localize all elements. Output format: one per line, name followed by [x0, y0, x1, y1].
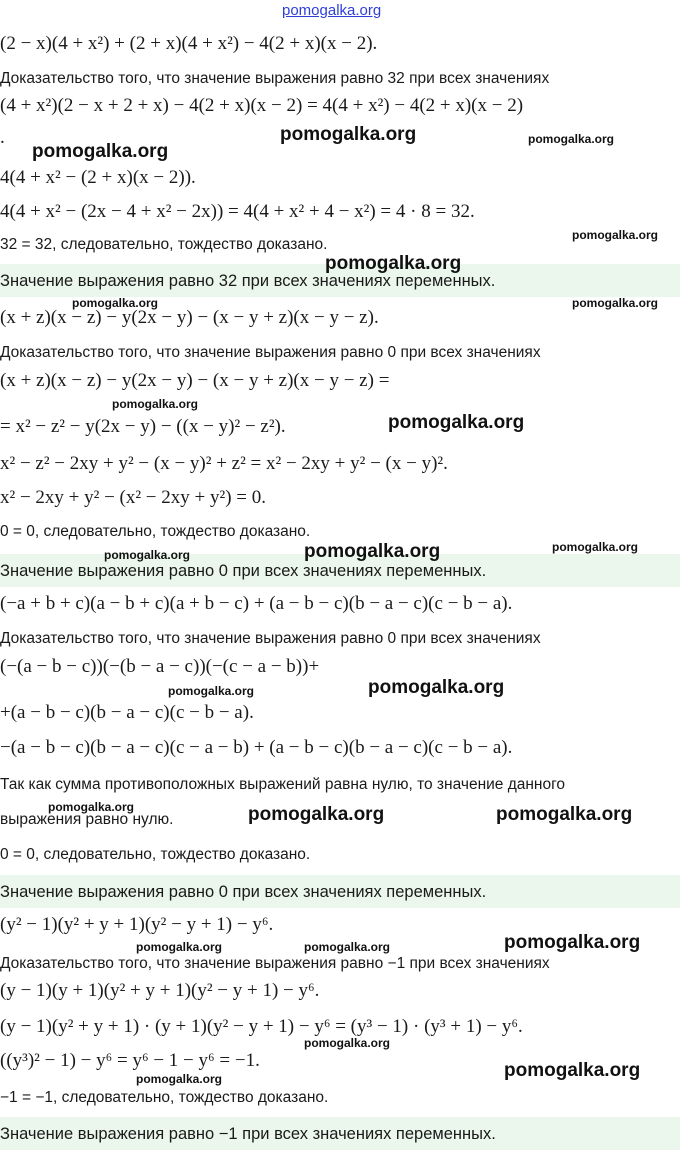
math-line: 4(4 + x² − (2 + x)(x − 2)).: [0, 167, 196, 188]
watermark-link[interactable]: pomogalka.org: [282, 2, 382, 19]
watermark: pomogalka.org: [104, 548, 191, 562]
watermark: pomogalka.org: [72, 296, 159, 310]
watermark: pomogalka.org: [504, 932, 641, 953]
watermark: pomogalka.org: [304, 940, 391, 954]
watermark: pomogalka.org: [528, 132, 615, 146]
math-line: x² − 2xy + y² − (x² − 2xy + y²) = 0.: [0, 487, 266, 508]
watermark: pomogalka.org: [136, 1072, 223, 1086]
watermark: pomogalka.org: [48, 800, 135, 814]
watermark: pomogalka.org: [280, 124, 417, 145]
proof-conclusion: 32 = 32, следовательно, тождество доказано.: [0, 236, 328, 253]
proof-text: выражения равно нулю.: [0, 811, 174, 828]
watermark: pomogalka.org: [552, 540, 639, 554]
math-line: +(a − b − c)(b − a − c)(c − b − a).: [0, 702, 254, 723]
math-line: (−(a − b − c))(−(b − a − c))(−(c − a − b))+: [0, 656, 320, 677]
watermark: pomogalka.org: [248, 804, 385, 825]
proof-text: Доказательство того, что значение выражения равно 0 при всех значениях: [0, 630, 541, 647]
math-line: .: [0, 127, 5, 148]
watermark: pomogalka.org: [112, 397, 199, 411]
proof-text: Так как сумма противоположных выражений равна нулю, то значение данного: [0, 776, 566, 793]
math-line: = x² − z² − y(2x − y) − ((x − y)² − z²).: [0, 416, 286, 437]
proof-conclusion: −1 = −1, следовательно, тождество доказано.: [0, 1089, 329, 1106]
watermark: pomogalka.org: [325, 253, 462, 274]
watermark: pomogalka.org: [168, 684, 255, 698]
watermark: pomogalka.org: [136, 940, 223, 954]
watermark: pomogalka.org: [368, 677, 505, 698]
math-line: 4(4 + x² − (2x − 4 + x² − 2x)) = 4(4 + x² + 4 − x²) = 4 · 8 = 32.: [0, 201, 475, 222]
math-line: (y − 1)(y + 1)(y² + y + 1)(y² − y + 1) − y⁶.: [0, 980, 320, 1001]
proof-conclusion: 0 = 0, следовательно, тождество доказано.: [0, 523, 311, 540]
proof-conclusion: 0 = 0, следовательно, тождество доказано.: [0, 846, 311, 863]
result-text: Значение выражения равно 0 при всех значениях переменных.: [0, 883, 487, 901]
watermark: pomogalka.org: [32, 141, 169, 162]
watermark: pomogalka.org: [572, 296, 659, 310]
math-line: (x + z)(x − z) − y(2x − y) − (x − y + z)(x − y − z) =: [0, 370, 390, 391]
watermark: pomogalka.org: [572, 228, 659, 242]
result-text: Значение выражения равно −1 при всех значениях переменных.: [0, 1125, 496, 1143]
math-line: (y² − 1)(y² + y + 1)(y² − y + 1) − y⁶.: [0, 914, 274, 935]
proof-text: Доказательство того, что значение выражения равно −1 при всех значениях: [0, 955, 550, 972]
result-banner: [0, 875, 680, 908]
result-text: Значение выражения равно 32 при всех значениях переменных.: [0, 272, 496, 290]
watermark: pomogalka.org: [504, 1060, 641, 1081]
watermark: pomogalka.org: [304, 541, 441, 562]
result-banner: [0, 1117, 680, 1150]
math-line: (2 − x)(4 + x²) + (2 + x)(4 + x²) − 4(2 + x)(x − 2).: [0, 33, 378, 54]
math-line: (−a + b + c)(a − b + c)(a + b − c) + (a − b − c)(b − a − c)(c − b − a).: [0, 593, 513, 614]
math-line: (4 + x²)(2 − x + 2 + x) − 4(2 + x)(x − 2) = 4(4 + x²) − 4(2 + x)(x − 2): [0, 95, 524, 116]
watermark: pomogalka.org: [304, 1036, 391, 1050]
result-text: Значение выражения равно 0 при всех значениях переменных.: [0, 562, 487, 580]
math-line: −(a − b − c)(b − a − c)(c − a − b) + (a − b − c)(b − a − c)(c − b − a).: [0, 737, 513, 758]
math-line: (y − 1)(y² + y + 1) · (y + 1)(y² − y + 1) − y⁶ = (y³ − 1) · (y³ + 1) − y⁶.: [0, 1016, 523, 1037]
proof-text: Доказательство того, что значение выражения равно 32 при всех значениях: [0, 70, 550, 87]
watermark: pomogalka.org: [496, 804, 633, 825]
math-line: (x + z)(x − z) − y(2x − y) − (x − y + z)(x − y − z).: [0, 307, 379, 328]
math-line: ((y³)² − 1) − y⁶ = y⁶ − 1 − y⁶ = −1.: [0, 1050, 260, 1071]
math-line: x² − z² − 2xy + y² − (x − y)² + z² = x² − 2xy + y² − (x − y)².: [0, 453, 448, 474]
proof-text: Доказательство того, что значение выражения равно 0 при всех значениях: [0, 344, 541, 361]
watermark: pomogalka.org: [388, 412, 525, 433]
